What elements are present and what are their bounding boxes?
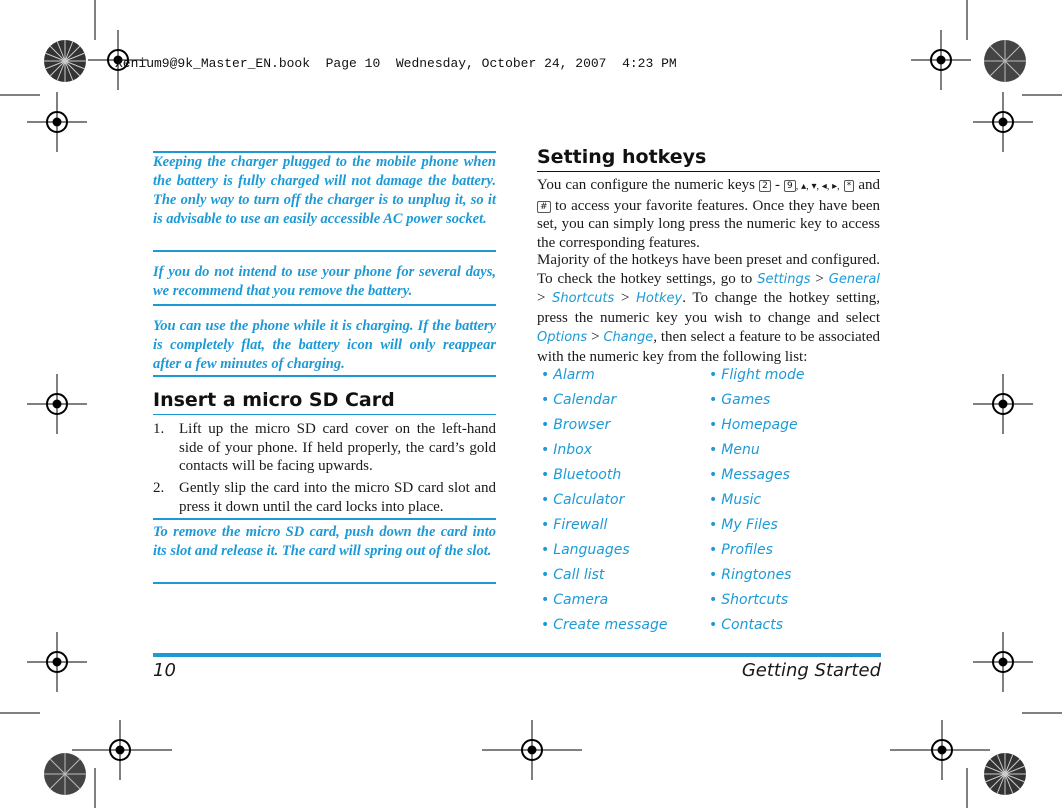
list-item: • Flight mode [709, 367, 805, 383]
intro-text: You can configure the numeric keys [537, 177, 756, 193]
key-2-icon: 2 [759, 180, 771, 192]
list-item: • Languages [541, 542, 630, 558]
step-text: Lift up the micro SD card cover on the left-hand side of your phone. If held properly, the card’s gold contacts will be facing upwards. [179, 421, 496, 475]
hotkeys-config-paragraph [537, 251, 880, 366]
list-item: • Calendar [541, 392, 617, 408]
book-info-header: Xenium9@9k_Master_EN.book Page 10 Wednesday, October 24, 2007 4:23 PM [115, 56, 677, 71]
note-divider [153, 518, 496, 520]
navigation-arrows-icon: , ▴, ▾, ◂, ▸, [795, 181, 840, 192]
list-item: • Games [709, 392, 771, 408]
registration-target-icon [911, 30, 971, 90]
hotkeys-intro-paragraph [537, 176, 880, 253]
hotkey-features-list-left [541, 366, 667, 641]
menu-path-settings: Settings [757, 271, 811, 287]
starburst-target-icon [43, 752, 87, 796]
menu-path-options: Options [537, 329, 588, 345]
hotkeys-section-title: Setting hotkeys [537, 146, 707, 168]
note-divider [153, 250, 496, 252]
list-item: • Call list [541, 567, 605, 583]
config-text-middle: . To change the hotkey setting, press the numeric key you wish to change and select [537, 290, 881, 327]
battery-note: If you do not intend to use your phone for several days, we recommend that you remove the battery. [153, 264, 496, 299]
charging-use-note: You can use the phone while it is charging. If the battery is completely flat, the battery icon will only reappear after a few minutes of charging. [153, 318, 496, 372]
note-divider [153, 375, 496, 377]
path-separator: > [591, 328, 600, 345]
list-item: • Shortcuts [709, 592, 789, 608]
path-separator: > [815, 270, 824, 287]
list-item: • Firewall [541, 517, 608, 533]
list-item [153, 420, 496, 476]
list-item: • Camera [541, 592, 609, 608]
list-item: • Messages [709, 467, 790, 483]
config-text-end: , then select a feature to be associated with the numeric key from the following list: [537, 328, 881, 365]
heading-underline [153, 414, 496, 415]
dash-text: - [774, 177, 780, 193]
list-item: • My Files [709, 517, 778, 533]
note-divider [153, 582, 496, 584]
registration-target-icon [27, 632, 87, 692]
key-9-icon: 9 [784, 180, 796, 192]
registration-target-icon [973, 632, 1033, 692]
registration-target-icon [72, 720, 172, 780]
charger-note: Keeping the charger plugged to the mobile phone when the battery is fully charged will not damage the battery. The only way to turn off the charger is to unplug it, so it is advisable to use an easily accessible AC power socket. [153, 154, 496, 227]
list-item: • Ringtones [709, 567, 792, 583]
heading-underline [537, 171, 880, 172]
list-item: • Inbox [541, 442, 593, 458]
footer-divider [153, 653, 881, 657]
sd-steps-list [153, 420, 496, 520]
path-separator: > [537, 290, 546, 307]
registration-target-icon [482, 720, 582, 780]
key-star-icon: * [844, 180, 855, 192]
registration-target-icon [27, 374, 87, 434]
path-separator: > [621, 290, 630, 307]
list-item: • Create message [541, 617, 668, 633]
step-text: Gently slip the card into the micro SD card slot and press it down until the card locks into place. [179, 480, 496, 515]
hotkey-features-list-right [709, 366, 805, 641]
note-divider [153, 304, 496, 306]
list-item: • Browser [541, 417, 611, 433]
and-text: and [858, 177, 881, 193]
list-item: • Homepage [709, 417, 798, 433]
step-number: 2. [153, 480, 165, 497]
list-item: • Calculator [541, 492, 625, 508]
page-number: 10 [153, 660, 176, 681]
starburst-target-icon [983, 39, 1027, 83]
list-item [153, 479, 496, 516]
step-number: 1. [153, 421, 165, 437]
menu-path-hotkey: Hotkey [636, 291, 683, 307]
menu-path-shortcuts: Shortcuts [552, 291, 615, 307]
registration-target-icon [27, 92, 87, 152]
key-hash-icon: # [537, 201, 551, 213]
sd-removal-note: To remove the micro SD card, push down the card into its slot and release it. The card will spring out of the slot. [153, 524, 496, 559]
menu-path-change: Change [603, 329, 654, 345]
registration-target-icon [973, 374, 1033, 434]
intro-text-end: to access your favorite features. Once they have been set, you can simply long press the numeric key to access the corresponding features. [537, 197, 881, 252]
list-item: • Music [709, 492, 762, 508]
registration-target-icon [890, 720, 990, 780]
starburst-target-icon [43, 39, 87, 83]
list-item: • Profiles [709, 542, 773, 558]
list-item: • Contacts [709, 617, 784, 633]
chapter-title: Getting Started [741, 660, 881, 681]
registration-target-icon [973, 92, 1033, 152]
config-text: Majority of the hotkeys have been preset and configured. To check the hotkey settings, go to [537, 252, 880, 287]
list-item: • Alarm [541, 367, 595, 383]
list-item: • Bluetooth [541, 467, 622, 483]
list-item: • Menu [709, 442, 760, 458]
menu-path-general: General [828, 271, 881, 287]
starburst-target-icon [983, 752, 1027, 796]
sd-section-title: Insert a micro SD Card [153, 389, 395, 411]
